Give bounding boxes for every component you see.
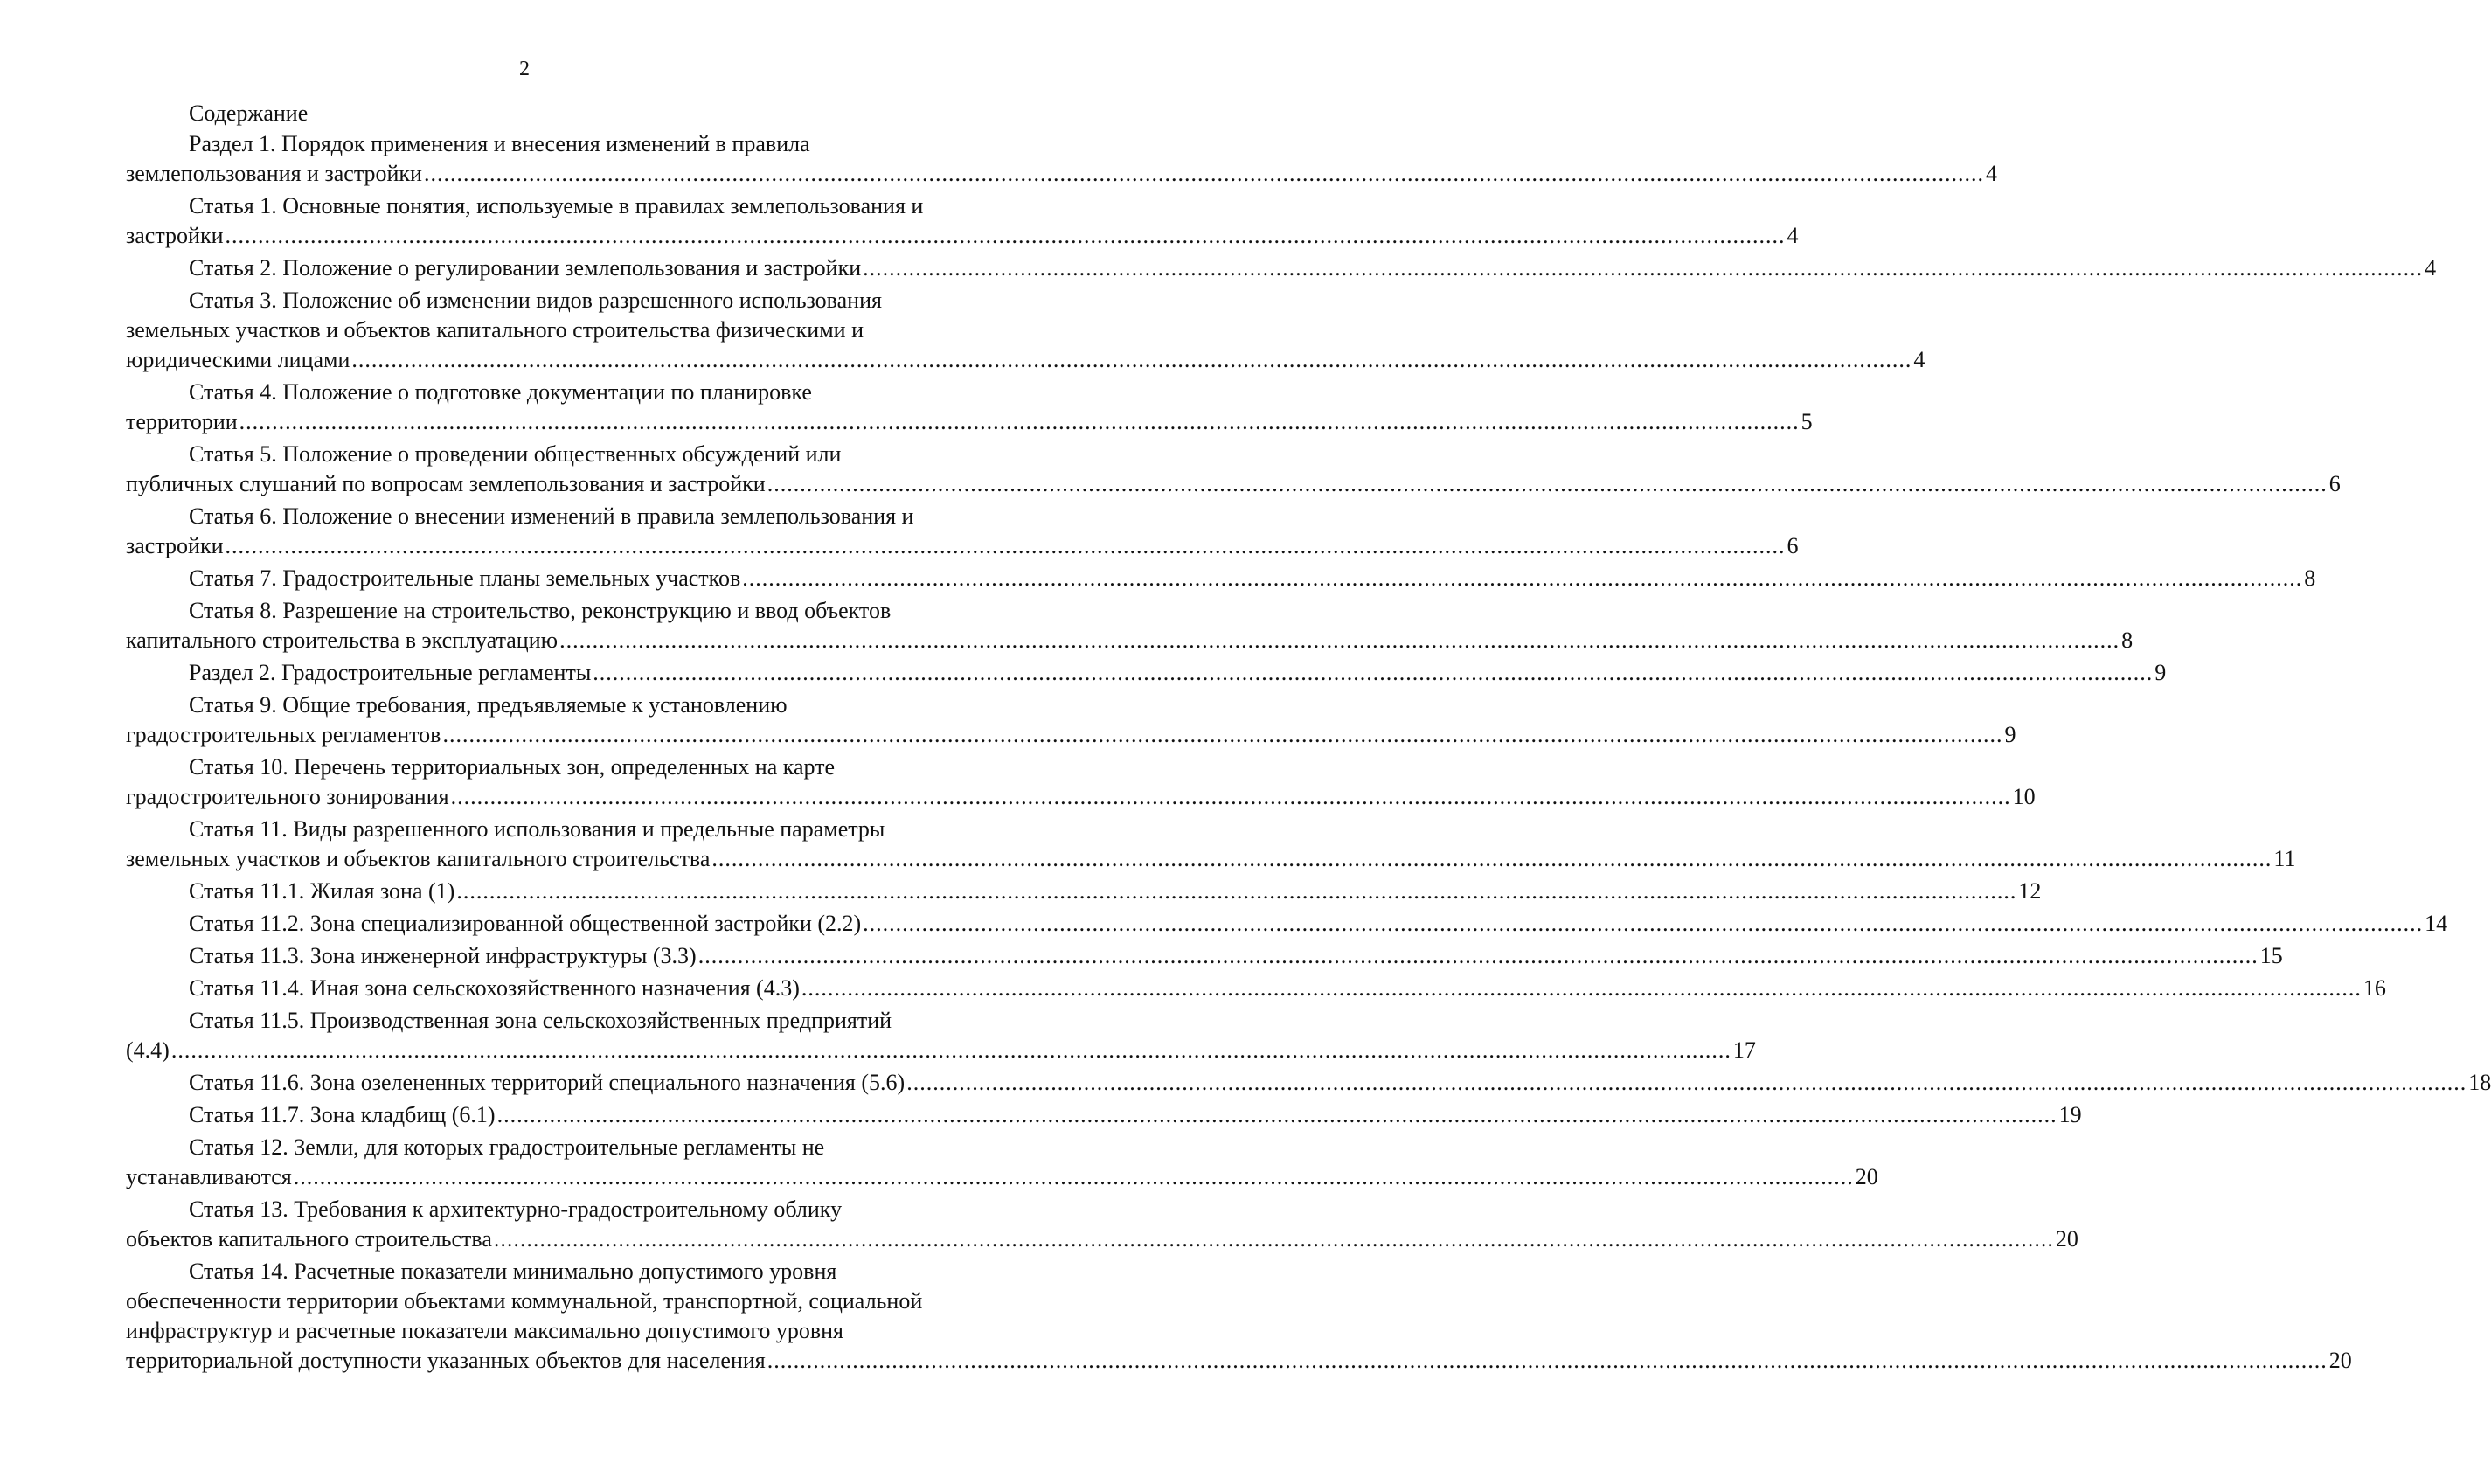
- dot-leader: [424, 161, 1984, 186]
- toc-page-number: 20: [2055, 1226, 2078, 1252]
- toc-entry-text: устанавливаются: [126, 1164, 292, 1189]
- toc-entry[interactable]: [126, 1195, 2078, 1254]
- toc-entry-line: Статья 6. Положение о внесении изменений в правила землепользования и: [189, 503, 914, 529]
- dot-leader: [863, 255, 2423, 281]
- dot-leader: [351, 347, 1912, 372]
- dot-leader: [698, 943, 2259, 968]
- toc-entry-line: [126, 1068, 2491, 1098]
- toc-entry-text: Статья 11.2. Зона специализированной общественной застройки (2.2): [189, 911, 862, 936]
- toc-entry-line: Статья 5. Положение о проведении общественных обсуждений или: [189, 441, 842, 467]
- toc-entries: [126, 129, 2491, 1376]
- toc-entry-line: обеспеченности территории объектами коммунальной, транспортной, социальной: [126, 1288, 923, 1314]
- toc-entry-line: Статья 9. Общие требования, предъявляемые к установлению: [189, 692, 788, 718]
- toc-entry-text: землепользования и застройки: [126, 161, 422, 186]
- toc-entry[interactable]: [126, 1100, 2082, 1130]
- toc-entry-line: Раздел 1. Порядок применения и внесения изменений в правила: [189, 131, 810, 156]
- page-number: 2: [519, 58, 530, 80]
- toc-entry-text: земельных участков и объектов капитального строительства: [126, 846, 711, 871]
- dot-leader: [442, 722, 2002, 747]
- dot-leader: [906, 1070, 2467, 1095]
- toc-page-number: 16: [2363, 975, 2386, 1001]
- dot-leader: [863, 911, 2423, 936]
- toc-entry[interactable]: [126, 191, 1799, 251]
- toc-entry[interactable]: [126, 1257, 2352, 1376]
- toc-title: Содержание: [189, 101, 309, 126]
- toc-entry[interactable]: [126, 502, 1799, 561]
- toc-entry-text: Раздел 2. Градостроительные регламенты: [189, 660, 592, 685]
- toc-page-number: 18: [2468, 1070, 2491, 1095]
- dot-leader: [801, 975, 2362, 1001]
- toc-entry[interactable]: [126, 941, 2283, 971]
- toc-entry-line: [126, 1100, 2082, 1130]
- toc-page-number: 17: [1732, 1037, 1756, 1063]
- toc-entry-line: Статья 14. Расчетные показатели минимально допустимого уровня: [189, 1259, 837, 1284]
- toc-page-number: 4: [1913, 347, 1925, 372]
- toc-entry[interactable]: [126, 815, 2296, 874]
- dot-leader: [593, 660, 2153, 685]
- toc-entry-text: юридическими лицами: [126, 347, 350, 372]
- toc-entry[interactable]: [126, 690, 2016, 750]
- toc-page-number: 20: [2328, 1348, 2352, 1373]
- toc-page-number: 11: [2273, 846, 2296, 871]
- toc-page-number: 6: [1787, 533, 1799, 558]
- toc-entry-text: Статья 11.1. Жилая зона (1): [189, 878, 455, 904]
- dot-leader: [239, 409, 1800, 434]
- dot-leader: [494, 1226, 2054, 1252]
- toc-page-number: 8: [2121, 628, 2134, 653]
- toc-entry-text: Статья 7. Градостроительные планы земельных участков: [189, 565, 741, 591]
- toc-entry-line: [126, 564, 2316, 593]
- toc-entry-text: территории: [126, 409, 238, 434]
- toc-entry[interactable]: [126, 974, 2386, 1003]
- toc-entry-line: [126, 159, 1997, 189]
- dot-leader: [294, 1164, 1854, 1189]
- toc-page-number: 5: [1801, 409, 1813, 434]
- toc-entry-line: [126, 531, 1799, 561]
- toc-page-number: 6: [2328, 471, 2341, 496]
- toc-entry-line: Статья 11.5. Производственная зона сельскохозяйственных предприятий: [189, 1008, 892, 1033]
- dot-leader: [742, 565, 2302, 591]
- toc-page-number: 4: [1985, 161, 1997, 186]
- toc-entry-line: [126, 1036, 1756, 1065]
- toc-entry-line: земельных участков и объектов капитального строительства физическими и: [126, 317, 864, 343]
- toc-entry-text: публичных слушаний по вопросам землепользования и застройки: [126, 471, 766, 496]
- toc-entry-line: [126, 345, 1925, 375]
- toc-page-number: 12: [2018, 878, 2042, 904]
- toc-entry-line: [126, 469, 2341, 499]
- toc-entry-line: [126, 1346, 2352, 1376]
- toc-page-number: 14: [2425, 911, 2448, 936]
- dot-leader: [767, 471, 2328, 496]
- toc-entry-text: капитального строительства в эксплуатацию: [126, 628, 559, 653]
- toc-entry-text: объектов капитального строительства: [126, 1226, 492, 1252]
- toc-entry-text: Статья 2. Положение о регулировании землепользования и застройки: [189, 255, 862, 281]
- dot-leader: [226, 223, 1786, 248]
- toc-entry-line: [126, 1162, 1878, 1192]
- toc-entry[interactable]: [126, 909, 2448, 939]
- dot-leader: [226, 533, 1786, 558]
- toc-entry-text: Статья 11.4. Иная зона сельскохозяйственного назначения (4.3): [189, 975, 800, 1001]
- toc-entry[interactable]: [126, 1133, 1878, 1192]
- toc-entry-text: градостроительного зонирования: [126, 784, 449, 809]
- toc-entry-text: территориальной доступности указанных объектов для населения: [126, 1348, 766, 1373]
- toc-entry-line: Статья 13. Требования к архитектурно-градостроительному облику: [189, 1196, 843, 1222]
- toc-entry-text: Статья 11.6. Зона озелененных территорий специального назначения (5.6): [189, 1070, 906, 1095]
- dot-leader: [767, 1348, 2328, 1373]
- toc-entry-line: инфраструктур и расчетные показатели максимально допустимого уровня: [126, 1318, 844, 1343]
- toc-entry[interactable]: [126, 440, 2341, 499]
- toc-entry-text: градостроительных регламентов: [126, 722, 441, 747]
- toc-page-number: 4: [2425, 255, 2437, 281]
- toc-page-number: 9: [2004, 722, 2016, 747]
- toc-entry-text: застройки: [126, 533, 224, 558]
- toc-entry-line: Статья 4. Положение о подготовке документации по планировке: [189, 379, 812, 405]
- dot-leader: [559, 628, 2120, 653]
- dot-leader: [456, 878, 2016, 904]
- toc-entry[interactable]: [126, 253, 2437, 283]
- toc-page-number: 15: [2259, 943, 2283, 968]
- toc-entry[interactable]: [126, 658, 2167, 688]
- toc-entry-line: Статья 1. Основные понятия, используемые в правилах землепользования и: [189, 193, 924, 218]
- toc-entry-line: [126, 877, 2042, 906]
- dot-leader: [711, 846, 2272, 871]
- toc-entry-line: [126, 782, 2036, 812]
- dot-leader: [171, 1037, 1731, 1063]
- toc-entry-line: [126, 941, 2283, 971]
- toc-entry-line: Статья 8. Разрешение на строительство, реконструкцию и ввод объектов: [189, 598, 892, 623]
- toc-entry-line: [126, 658, 2167, 688]
- toc-entry-line: [126, 909, 2448, 939]
- toc-entry-text: Статья 11.3. Зона инженерной инфраструктуры (3.3): [189, 943, 697, 968]
- toc-entry[interactable]: [126, 1068, 2491, 1098]
- toc-entry-line: [126, 720, 2016, 750]
- toc-entry[interactable]: [126, 596, 2134, 655]
- toc-entry-line: [126, 626, 2134, 655]
- toc-entry-line: [126, 253, 2437, 283]
- toc-entry-line: [126, 221, 1799, 251]
- toc-entry-line: [126, 1224, 2078, 1254]
- toc-entry[interactable]: [126, 877, 2042, 906]
- toc-page-number: 4: [1787, 223, 1799, 248]
- toc-entry-line: [126, 974, 2386, 1003]
- toc-entry[interactable]: [126, 378, 1813, 437]
- toc-entry[interactable]: [126, 286, 1925, 375]
- toc-page-number: 19: [2058, 1102, 2082, 1127]
- toc-entry-line: [126, 844, 2296, 874]
- toc-entry-line: [126, 407, 1813, 437]
- toc-page-number: 10: [2012, 784, 2036, 809]
- toc-page-number: 9: [2154, 660, 2167, 685]
- toc-entry-text: (4.4): [126, 1037, 170, 1063]
- toc-entry-line: Статья 12. Земли, для которых градостроительные регламенты не: [189, 1134, 825, 1160]
- table-of-contents: [126, 99, 2491, 1378]
- toc-page-number: 20: [1855, 1164, 1878, 1189]
- dot-leader: [497, 1102, 2057, 1127]
- toc-entry-text: Статья 11.7. Зона кладбищ (6.1): [189, 1102, 496, 1127]
- toc-entry[interactable]: [126, 1006, 1756, 1065]
- toc-entry-line: Статья 11. Виды разрешенного использования и предельные параметры: [189, 816, 885, 842]
- dot-leader: [451, 784, 2011, 809]
- toc-entry[interactable]: [126, 129, 1997, 189]
- toc-entry[interactable]: [126, 752, 2036, 812]
- toc-page-number: 8: [2304, 565, 2316, 591]
- toc-entry-line: Статья 10. Перечень территориальных зон, определенных на карте: [189, 754, 836, 780]
- toc-entry-line: Статья 3. Положение об изменении видов разрешенного использования: [189, 288, 882, 313]
- toc-entry-text: застройки: [126, 223, 224, 248]
- toc-entry[interactable]: [126, 564, 2316, 593]
